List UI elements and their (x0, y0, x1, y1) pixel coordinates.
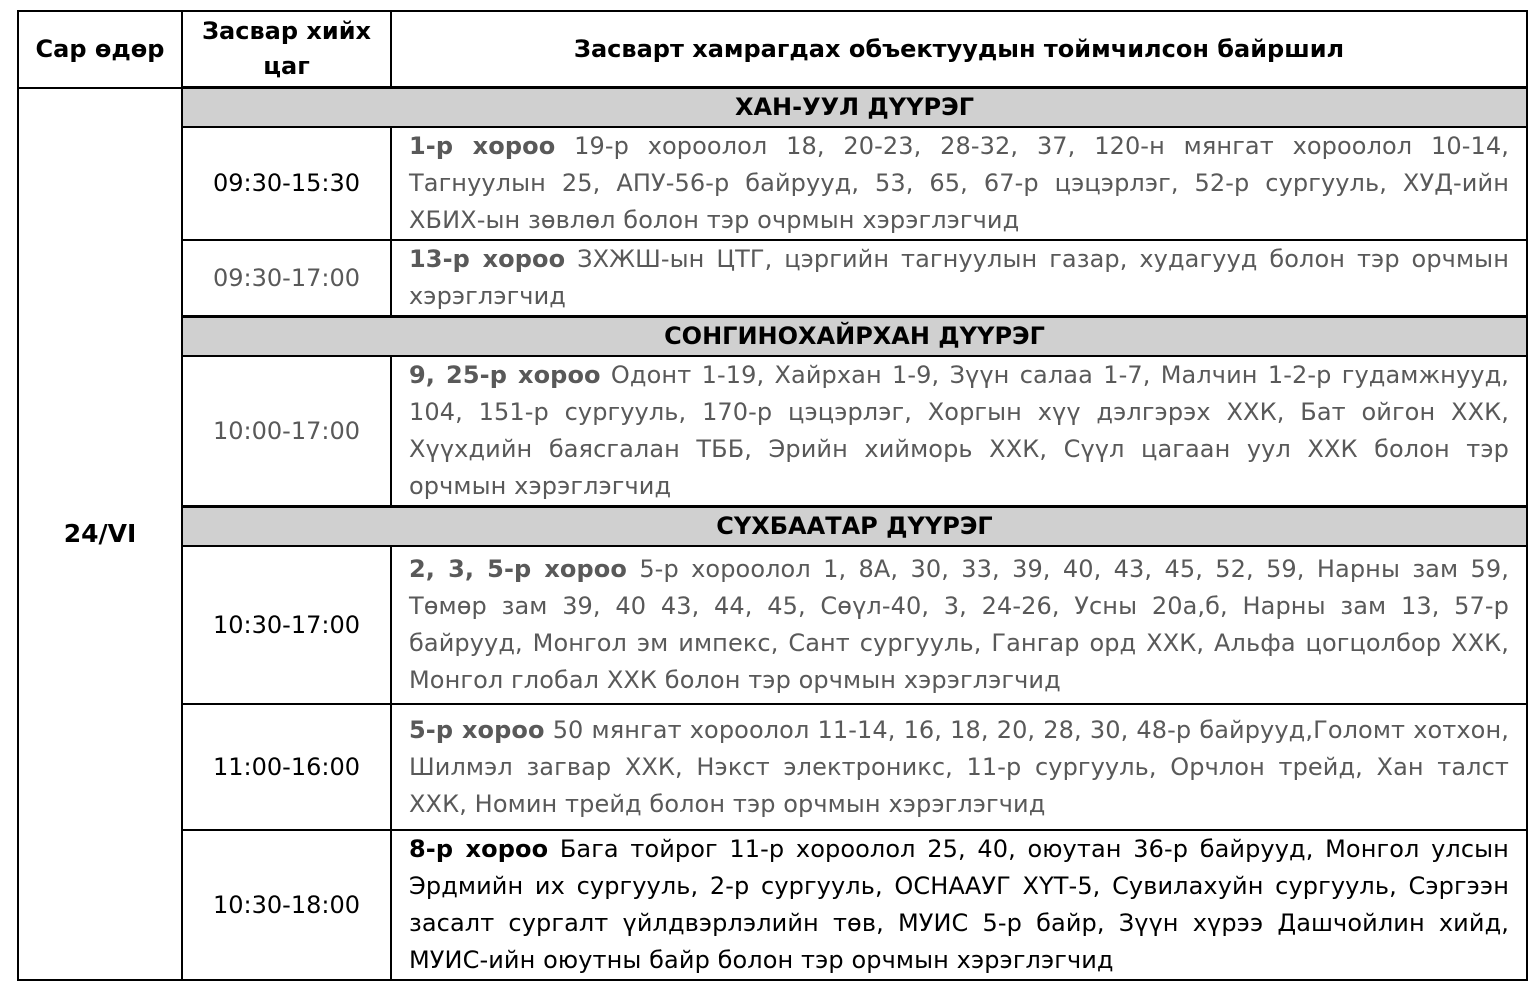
location-cell (391, 127, 1527, 240)
location-text: 19-р хороолол 18, 20-23, 28-32, 37, 120-н мянгат хороолол 10-14, Тагнуулын 25, АПУ-56-р байрууд, 53, 65, 67-р цэцэрлэг, 52-р сургууль, ХУД-ийн ХБИХ-ын зөвлөл болон тэр очрмын хэрэглэгчид (409, 132, 1509, 234)
location-text: 50 мянгат хороолол 11-14, 16, 18, 20, 28, 30, 48-р байрууд,Голомт хотхон, Шилмэл загвар ХХК, Нэкст электроникс, 11-р сургууль, Орчлон трейд, Хан талст ХХК, Номин трейд болон тэр орчмын хэрэглэгчид (409, 715, 1509, 818)
khoroo-label: 13-р хороо (409, 245, 566, 273)
khoroo-label: 8-р хороо (409, 835, 549, 863)
table-row (18, 546, 1527, 704)
location-cell (391, 830, 1527, 980)
location-text: 5-р хороолол 1, 8А, 30, 33, 39, 40, 43, 45, 52, 59, Нарны зам 59, Төмөр зам 39, 40 43, 44, 45, Сөүл-40, 3, 24-26, Усны 20а,б, Нарны зам 13, 57-р байрууд, Монгол эм импекс, Сант сургууль, Гангар орд ХХК, Альфа цогцолбор ХХК, Монгол глобал ХХК болон тэр орчмын хэрэглэгчид (409, 555, 1509, 694)
table-header-row (18, 11, 1527, 88)
location-cell (391, 356, 1527, 507)
table-row (18, 356, 1527, 507)
khoroo-label: 5-р хороо (409, 715, 545, 744)
location-cell (391, 704, 1527, 830)
location-text: ЗХЖШ-ын ЦТГ, цэргийн тагнуулын газар, худагууд болон тэр орчмын хэрэглэгчид (409, 245, 1509, 310)
time-cell: 10:30-17:00 (182, 546, 391, 704)
date-cell: 24/VI (18, 88, 182, 981)
table-row (18, 127, 1527, 240)
khoroo-label: 2, 3, 5-р хороо (409, 555, 627, 583)
khoroo-label: 9, 25-р хороо (409, 361, 601, 389)
maintenance-schedule-table (17, 10, 1528, 981)
table-row (18, 240, 1527, 317)
district-row-sukhbaatar (18, 507, 1527, 547)
table-row (18, 830, 1527, 980)
district-row-khan-uul (18, 88, 1527, 128)
header-time: Засвар хийх цаг (182, 11, 391, 88)
location-cell (391, 546, 1527, 704)
time-cell: 09:30-15:30 (182, 127, 391, 240)
location-text: Одонт 1-19, Хайрхан 1-9, Зүүн салаа 1-7, Малчин 1-2-р гудамжнууд, 104, 151-р сургууль, 170-р цэцэрлэг, Хоргын хүү дэлгэрэх ХХК, Бат ойгон ХХК, Хүүхдийн баясгалан ТББ, Эрийн хийморь ХХК, Сүүл цагаан уул ХХК болон тэр орчмын хэрэглэгчид (409, 361, 1509, 500)
header-date: Сар өдөр (18, 11, 182, 88)
header-location: Засварт хамрагдах объектуудын тоймчилсон байршил (391, 11, 1527, 88)
district-name: ХАН-УУЛ ДҮҮРЭГ (182, 88, 1527, 128)
table-row (18, 704, 1527, 830)
district-name: СҮХБААТАР ДҮҮРЭГ (182, 507, 1527, 547)
schedule-document (17, 10, 1528, 981)
time-cell: 10:00-17:00 (182, 356, 391, 507)
location-text: Бага тойрог 11-р хороолол 25, 40, оюутан 36-р байрууд, Монгол улсын Эрдмийн их сургууль, 2-р сургууль, ОСНААУГ ХҮТ-5, Сувилахуйн сургууль, Сэргээн засалт сургалт үйлдвэрлэлийн төв, МУИС 5-р байр, Зүүн хүрээ Дашчойлин хийд, МУИС-ийн оюутны байр болон тэр орчмын хэрэглэгчид (409, 835, 1509, 974)
district-row-songinokhairkhan (18, 317, 1527, 357)
khoroo-label: 1-р хороо (409, 132, 556, 160)
time-cell: 09:30-17:00 (182, 240, 391, 317)
location-cell (391, 240, 1527, 317)
time-cell: 10:30-18:00 (182, 830, 391, 980)
time-cell: 11:00-16:00 (182, 704, 391, 830)
district-name: СОНГИНОХАЙРХАН ДҮҮРЭГ (182, 317, 1527, 357)
